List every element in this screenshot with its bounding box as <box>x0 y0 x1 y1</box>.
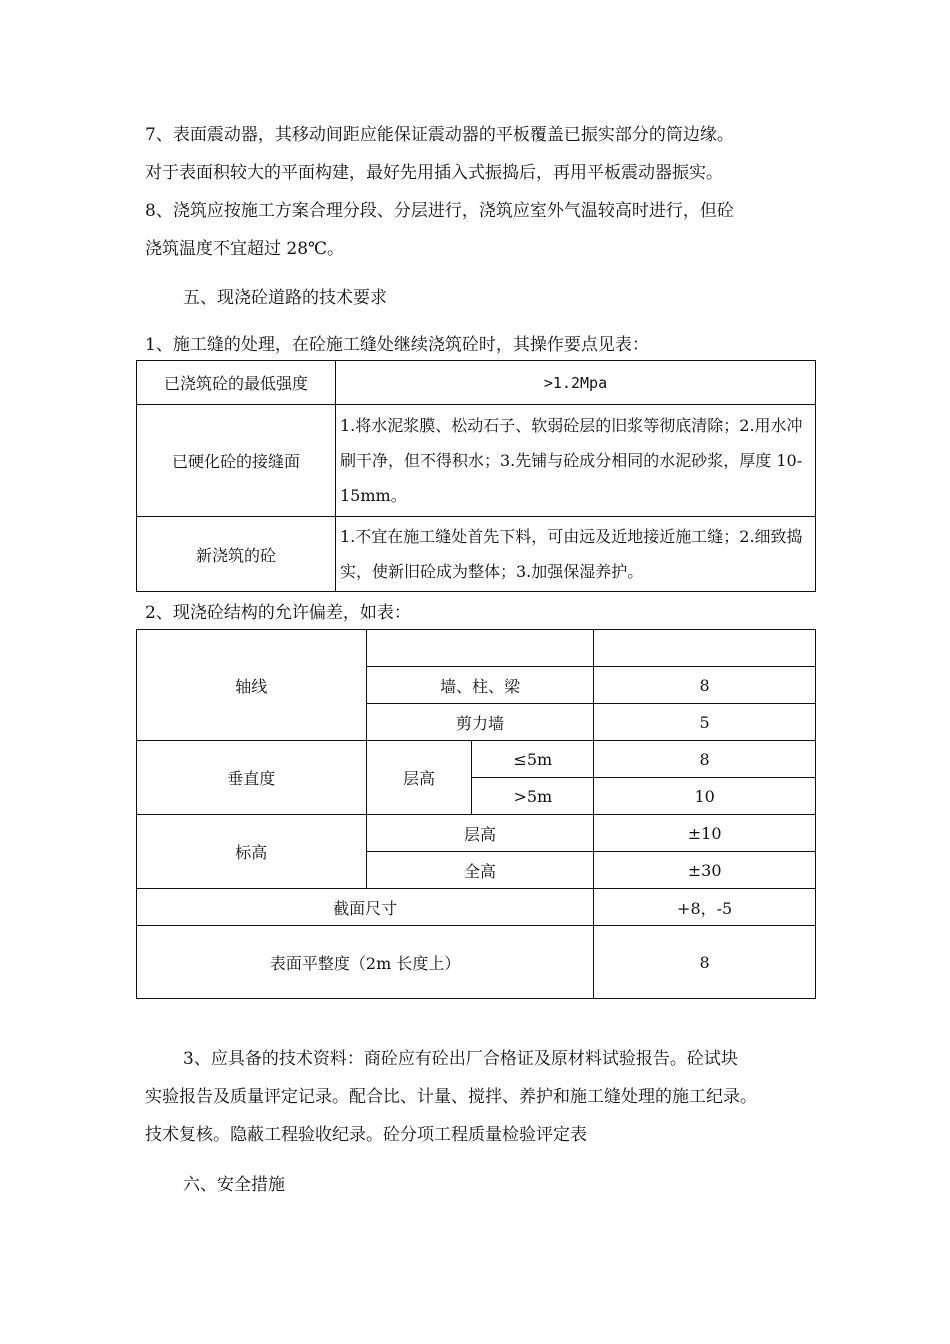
section-size-value: +8，-5 <box>594 889 816 926</box>
item-1-text: 1、施工缝的处理，在砼施工缝处继续浇筑砼时，其操作要点见表： <box>145 335 649 355</box>
item-3-line1: 3、应具备的技术资料：商砼应有砼出厂合格证及原材料试验报告。砼试块 <box>183 1049 738 1069</box>
table-cell-label: 已浇筑砼的最低强度 <box>137 361 336 405</box>
table-row <box>137 741 816 778</box>
paragraph-7-line1: 7、表面震动器，其移动间距应能保证震动器的平板覆盖已振实部分的筒边缘。 <box>145 125 734 145</box>
table-row <box>137 361 816 405</box>
axis-item-2: 剪力墙 <box>366 704 594 741</box>
elevation-label: 标高 <box>137 815 367 889</box>
elevation-value-1: ±10 <box>594 815 816 852</box>
elevation-value-2: ±30 <box>594 852 816 889</box>
flatness-label: 表面平整度（2m 长度上） <box>137 926 594 999</box>
paragraph-8-line2: 浇筑温度不宜超过 28℃。 <box>145 239 345 259</box>
paragraph-7-line2: 对于表面积较大的平面构建，最好先用插入式振捣后，再用平板震动器振实。 <box>145 163 723 183</box>
elevation-item-1: 层高 <box>366 815 594 852</box>
elevation-item-2: 全高 <box>366 852 594 889</box>
table-row <box>137 889 816 926</box>
construction-joint-table <box>136 360 816 592</box>
flatness-value: 8 <box>594 926 816 999</box>
table-row <box>137 815 816 852</box>
tolerance-table <box>136 629 816 999</box>
table-row <box>137 630 816 667</box>
table-row <box>137 926 816 999</box>
table-cell-content: 1.不宜在施工缝处首先下料，可由远及近地接近施工缝；2.细致捣实，使新旧砼成为整体；3.加强保湿养护。 <box>336 517 816 592</box>
floor-height-label: 层高 <box>366 741 472 815</box>
section-5-heading: 五、现浇砼道路的技术要求 <box>183 288 387 308</box>
table-cell-empty <box>366 630 594 667</box>
section-6-heading: 六、安全措施 <box>183 1175 285 1195</box>
item-3-line3: 技术复核。隐蔽工程验收纪录。砼分项工程质量检验评定表 <box>145 1125 587 1145</box>
table-cell-label: 新浇筑的砼 <box>137 517 336 592</box>
paragraph-8-line1: 8、浇筑应按施工方案合理分段、分层进行，浇筑应室外气温较高时进行，但砼 <box>145 201 734 221</box>
table-cell-label: 已硬化砼的接缝面 <box>137 405 336 517</box>
le5m-label: ≤5m <box>472 741 594 778</box>
table-cell-empty <box>594 630 816 667</box>
axis-value-2: 5 <box>594 704 816 741</box>
gt5m-label: >5m <box>472 778 594 815</box>
gt5m-value: 10 <box>594 778 816 815</box>
item-2-text: 2、现浇砼结构的允许偏差，如表： <box>145 603 411 623</box>
item-3-line2: 实验报告及质量评定记录。配合比、计量、搅拌、养护和施工缝处理的施工纪录。 <box>145 1087 757 1107</box>
axis-value-1: 8 <box>594 667 816 704</box>
section-size-label: 截面尺寸 <box>137 889 594 926</box>
axis-label: 轴线 <box>137 630 367 741</box>
vertical-label: 垂直度 <box>137 741 367 815</box>
table-row <box>137 517 816 592</box>
table-cell-content: >1.2Mpa <box>336 361 816 405</box>
table-row <box>137 405 816 517</box>
axis-item-1: 墙、柱、梁 <box>366 667 594 704</box>
table-cell-content: 1.将水泥浆膜、松动石子、软弱砼层的旧浆等彻底清除；2.用水冲刷干净，但不得积水；3.先铺与砼成分相同的水泥砂浆，厚度 10-15mm。 <box>336 405 816 517</box>
le5m-value: 8 <box>594 741 816 778</box>
